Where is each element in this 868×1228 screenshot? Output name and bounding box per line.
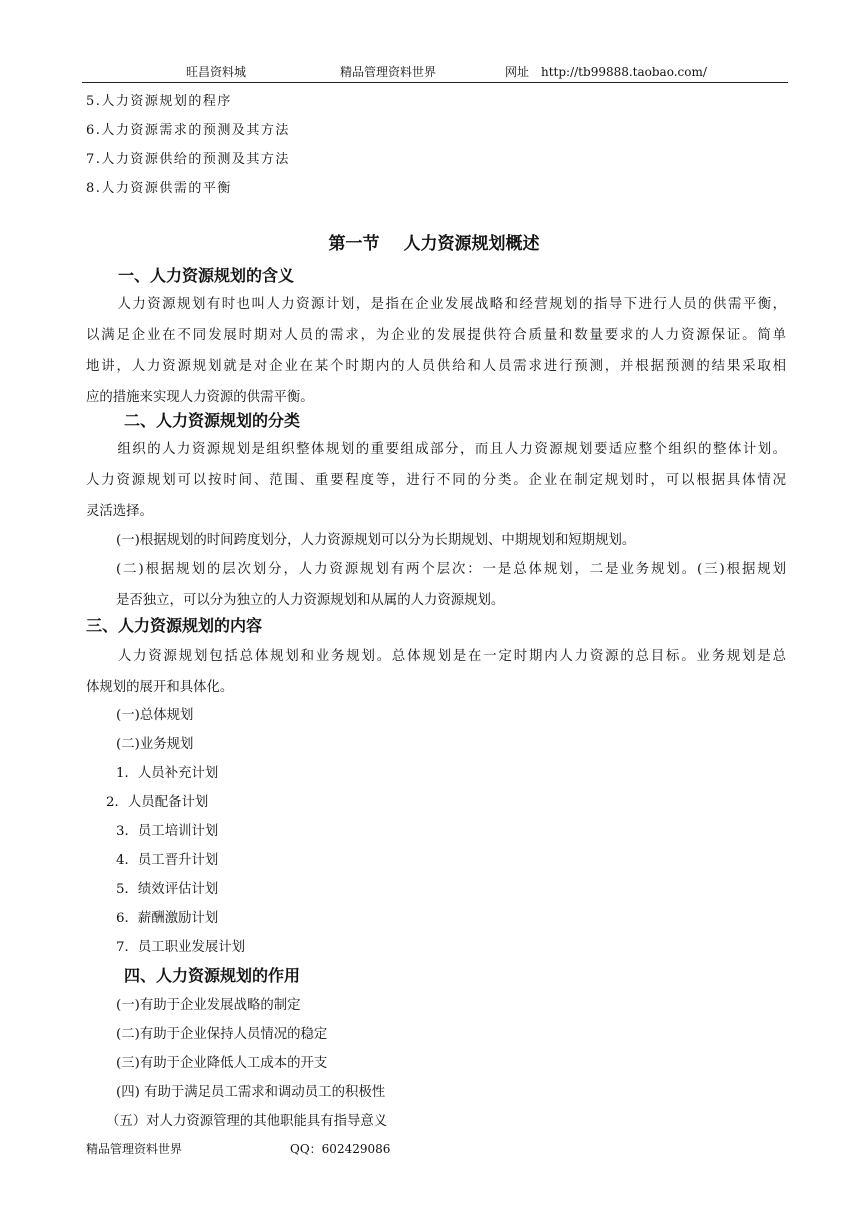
section-meaning-paragraph: [86, 289, 786, 413]
paragraph-line: 体规划的展开和具体化。: [86, 680, 234, 695]
toc-item: 5.人力资源规划的程序: [86, 94, 232, 109]
section-content-paragraph: [86, 641, 786, 703]
header-url-label: 网址: [505, 65, 530, 79]
paragraph-line: 人力资源规划包括总体规划和业务规划。总体规划是在一定时期内人力资源的总目标。业务规划是总: [116, 649, 786, 664]
content-list-item: 4．员工晋升计划: [116, 853, 219, 868]
paragraph-line: 人力资源规划有时也叫人力资源计划，是指在企业发展战略和经营规划的指导下进行人员的供需平衡，: [116, 297, 786, 312]
toc-item: 7.人力资源供给的预测及其方法: [86, 152, 290, 167]
section-heading-role: 四、人力资源规划的作用: [124, 966, 301, 985]
paragraph-line: 地讲，人力资源规划就是对企业在某个时期内的人员供给和人员需求进行预测，并根据预测的结果采取相: [86, 359, 786, 374]
toc-item: 8.人力资源供需的平衡: [86, 181, 232, 196]
header-url: http://tb99888.taobao.com/: [541, 65, 707, 79]
section-classification-paragraph: [86, 434, 786, 527]
chapter-title: [0, 232, 868, 256]
role-list-item: （五）对人力资源管理的其他职能具有指导意义: [106, 1114, 388, 1129]
paragraph-line: 人力资源规划可以按时间、范围、重要程度等，进行不同的分类。企业在制定规划时，可以根据具体情况: [86, 473, 786, 488]
section-heading-meaning: 一、人力资源规划的含义: [118, 266, 295, 285]
classification-by-time: [86, 525, 786, 556]
classification-by-level: [86, 554, 786, 616]
paragraph-line: 组织的人力资源规划是组织整体规划的重要组成部分，而且人力资源规划要适应整个组织的整体计划。: [116, 442, 786, 457]
chapter-number: 第一节: [328, 234, 380, 254]
header-shop-name: 旺昌资料城: [186, 65, 247, 79]
role-list-item: (一)有助于企业发展战略的制定: [116, 998, 301, 1013]
paragraph-line: 应的措施来实现人力资源的供需平衡。: [86, 390, 314, 405]
content-list-item: (一)总体规划: [116, 708, 194, 723]
content-list-item: 1．人员补充计划: [116, 766, 219, 781]
content-list-item: 5．绩效评估计划: [116, 882, 219, 897]
paragraph-line: 以满足企业在不同发展时期对人员的需求，为企业的发展提供符合质量和数量要求的人力资源保证。简单: [86, 328, 786, 343]
content-list-item: 3．员工培训计划: [116, 824, 219, 839]
section-heading-content: 三、人力资源规划的内容: [86, 616, 263, 635]
paragraph-line: (二)根据规划的层次划分，人力资源规划有两个层次：一是总体规划，二是业务规划。(三)根据规划: [116, 562, 786, 577]
role-list-item: (四) 有助于满足员工需求和调动员工的积极性: [116, 1085, 386, 1100]
content-list-item: 2．人员配备计划: [106, 795, 209, 810]
paragraph-line: 是否独立，可以分为独立的人力资源规划和从属的人力资源规划。: [116, 593, 505, 608]
role-list-item: (三)有助于企业降低人工成本的开支: [116, 1056, 328, 1071]
section-heading-classification: 二、人力资源规划的分类: [124, 411, 301, 430]
header-title: 精品管理资料世界: [340, 65, 437, 79]
role-list-item: (二)有助于企业保持人员情况的稳定: [116, 1027, 328, 1042]
footer-title: 精品管理资料世界: [86, 1142, 183, 1156]
paragraph-line: 灵活选择。: [86, 504, 153, 519]
footer-qq: QQ：602429086: [290, 1142, 391, 1156]
content-list-item: 6．薪酬激励计划: [116, 911, 219, 926]
toc-item: 6.人力资源需求的预测及其方法: [86, 123, 290, 138]
paragraph-line: (一)根据规划的时间跨度划分，人力资源规划可以分为长期规划、中期规划和短期规划。: [116, 533, 636, 548]
content-list-item: (二)业务规划: [116, 737, 194, 752]
chapter-name: 人力资源规划概述: [403, 234, 540, 254]
header-divider: [82, 82, 788, 83]
content-list-item: 7．员工职业发展计划: [116, 940, 246, 955]
